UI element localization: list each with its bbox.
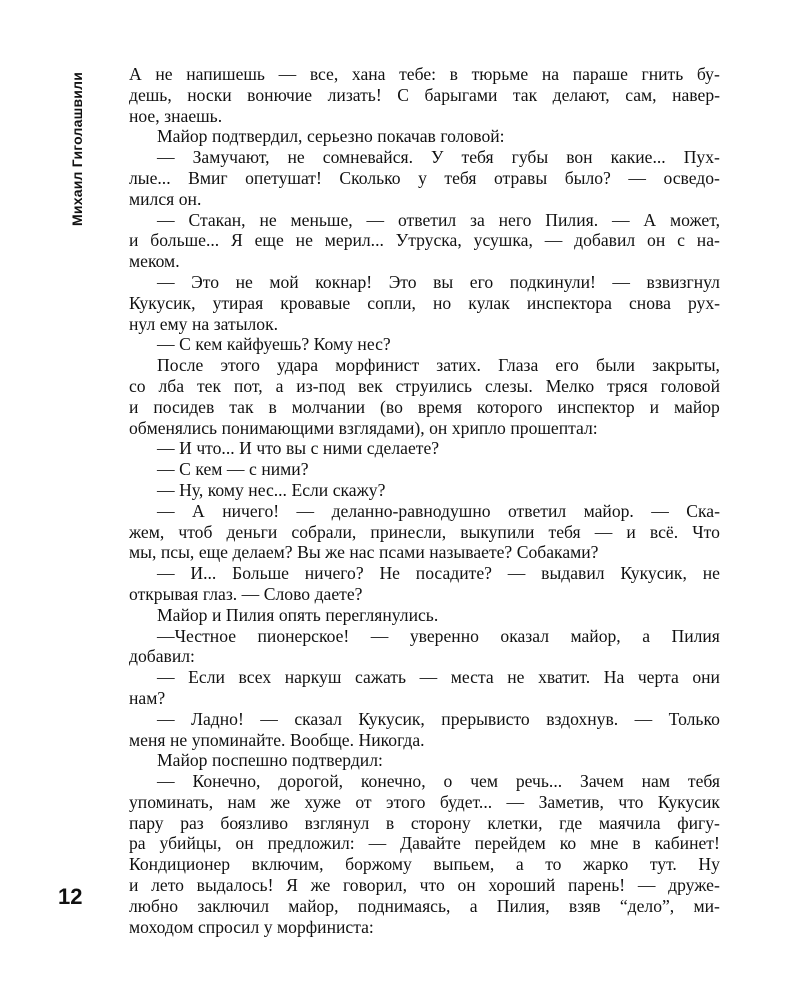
text-line: — Это не мой кокнар! Это вы его подкинули! — взвизгнул: [157, 271, 720, 292]
text-line: — С кем — с ними?: [157, 459, 309, 480]
text-line: Майор поспешно подтвердил:: [157, 750, 383, 771]
text-line: лые... Вмиг опетушат! Сколько у тебя отравы было? — осведо-: [129, 167, 720, 188]
text-line: А не напишешь — все, хана тебе: в тюрьме на параше гнить бу-: [129, 64, 720, 84]
text-line: дешь, носки вонючие лизать! С барыгами так делают, сам, навер-: [129, 84, 720, 105]
text-line: меком.: [129, 251, 180, 272]
text-line: упоминать, нам же хуже от этого будет... — Заметив, что Кукусик: [129, 791, 720, 812]
body-text: [129, 64, 720, 937]
text-line: моходом спросил у морфиниста:: [129, 916, 374, 937]
text-line: — И что... И что вы с ними сделаете?: [157, 438, 440, 459]
text-line: После этого удара морфинист затих. Глаза его были закрыты,: [157, 355, 720, 376]
text-line: ра убийцы, он предложил: — Давайте перейдем ко мне в кабинет!: [129, 833, 720, 854]
text-line: — Ладно! — сказал Кукусик, прерывисто вздохнув. — Только: [157, 708, 720, 729]
text-line: — И... Больше ничего? Не посадите? — выдавил Кукусик, не: [157, 563, 720, 584]
text-line: открывая глаз. — Слово даете?: [129, 583, 363, 604]
text-line: и лето выдалось! Я же говорил, что он хороший парень! — друже-: [129, 875, 720, 896]
text-line: Кукусик, утирая кровавые сопли, но кулак инспектора снова рух-: [129, 292, 720, 313]
text-line: — Ну, кому нес... Если скажу?: [157, 479, 386, 500]
text-line: нул ему на затылок.: [129, 313, 279, 334]
text-line: ное, знаешь.: [129, 105, 223, 126]
text-line: и больше... Я еще не мерил... Утруска, усушка, — добавил он с на-: [129, 230, 720, 251]
text-line: пару раз боязливо взглянул в сторону клетки, где маячила фигу-: [129, 812, 720, 833]
text-line: — Замучают, не сомневайся. У тебя губы вон какие... Пух-: [157, 147, 720, 168]
text-line: — Стакан, не меньше, — ответил за него Пилия. — А может,: [157, 209, 720, 230]
text-line: Майор подтвердил, серьезно покачав головой:: [157, 126, 505, 147]
text-line: жем, чтоб деньги собрали, принесли, выкупили тебя — и всё. Что: [129, 521, 720, 542]
text-line: — А ничего! — деланно-равнодушно ответил майор. — Ска-: [157, 500, 720, 521]
text-line: меня не упоминайте. Вообще. Никогда.: [129, 729, 425, 750]
text-line: мы, псы, еще делаем? Вы же нас псами называете? Собаками?: [129, 542, 599, 563]
text-line: обменялись понимающими взглядами), он хрипло прошептал:: [129, 417, 598, 438]
running-header-author: [62, 72, 92, 272]
text-line: —Честное пионерское! — уверенно оказал майор, а Пилия: [157, 625, 720, 646]
text-line: добавил:: [129, 646, 195, 667]
text-line: — Конечно, дорогой, конечно, о чем речь... Зачем нам тебя: [157, 771, 720, 792]
text-line: Кондиционер включим, боржому выпьем, а то жарко тут. Ну: [129, 854, 720, 875]
text-line: любно заключил майор, поднимаясь, а Пилия, взяв “дело”, ми-: [129, 895, 720, 916]
text-line: Майор и Пилия опять переглянулись.: [157, 604, 439, 625]
text-line: и посидев так в молчании (во время которого инспектор и майор: [129, 396, 720, 417]
author-name: Михаил Гиголашвили: [69, 72, 85, 226]
text-line: нам?: [129, 687, 166, 708]
text-line: — С кем кайфуешь? Кому нес?: [157, 334, 391, 355]
page-number: 12: [58, 884, 83, 909]
text-line: мился он.: [129, 188, 202, 209]
text-line: — Если всех наркуш сажать — места не хватит. На черта они: [157, 667, 720, 688]
text-line: со лба тек пот, а из-под век струились слезы. Мелко тряся головой: [129, 375, 720, 396]
